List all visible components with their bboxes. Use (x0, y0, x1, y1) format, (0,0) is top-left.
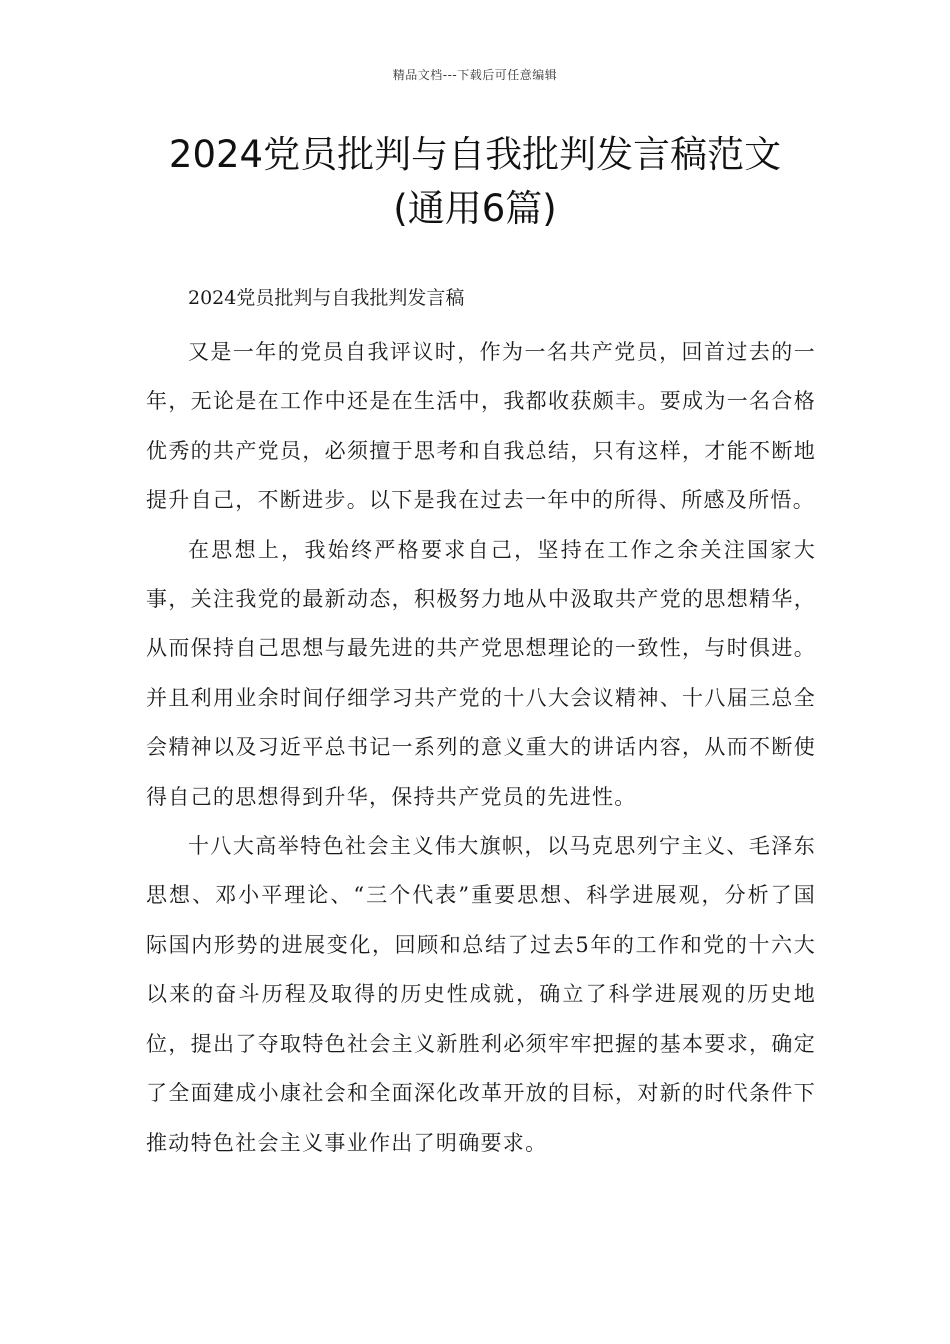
body-paragraph-2: 在思想上，我始终严格要求自己，坚持在工作之余关注国家大事，关注我党的最新动态，积极努力地从中汲取共产党的思想精华，从而保持自己思想与最先进的共产党思想理论的一致性，与时俱进。并且利用业余时间仔细学习共产党的十八大会议精神、十八届三总全会精神以及习近平总书记一系列的意义重大的讲话内容，从而不断使得自己的思想得到升华，保持共产党员的先进性。 (146, 537, 816, 809)
page-header-note: 精品文档---下载后可任意编辑 (392, 68, 558, 82)
document-title (80, 128, 870, 236)
document-title-line-1: 2024党员批判与自我批判发言稿范文 (168, 133, 782, 176)
document-body (146, 328, 816, 1168)
document-title-line-2: (通用6篇) (393, 187, 557, 230)
body-paragraph-3: 十八大高举特色社会主义伟大旗帜，以马克思列宁主义、毛泽东思想、邓小平理论、“三个代表”重要思想、科学进展观，分析了国际国内形势的进展变化，回顾和总结了过去5年的工作和党的十六大以来的奋斗历程及取得的历史性成就，确立了科学进展观的历史地位，提出了夺取特色社会主义新胜利必须牢牢把握的基本要求，确定了全面建成小康社会和全面深化改革开放的目标，对新的时代条件下推动特色社会主义事业作出了明确要求。 (146, 834, 816, 1155)
section-heading: 2024党员批判与自我批判发言稿 (188, 287, 465, 309)
body-paragraph-1: 又是一年的党员自我评议时，作为一名共产党员，回首过去的一年，无论是在工作中还是在生活中，我都收获颇丰。要成为一名合格优秀的共产党员，必须擅于思考和自我总结，只有这样，才能不断地提升自己，不断进步。以下是我在过去一年中的所得、所感及所悟。 (146, 340, 816, 513)
